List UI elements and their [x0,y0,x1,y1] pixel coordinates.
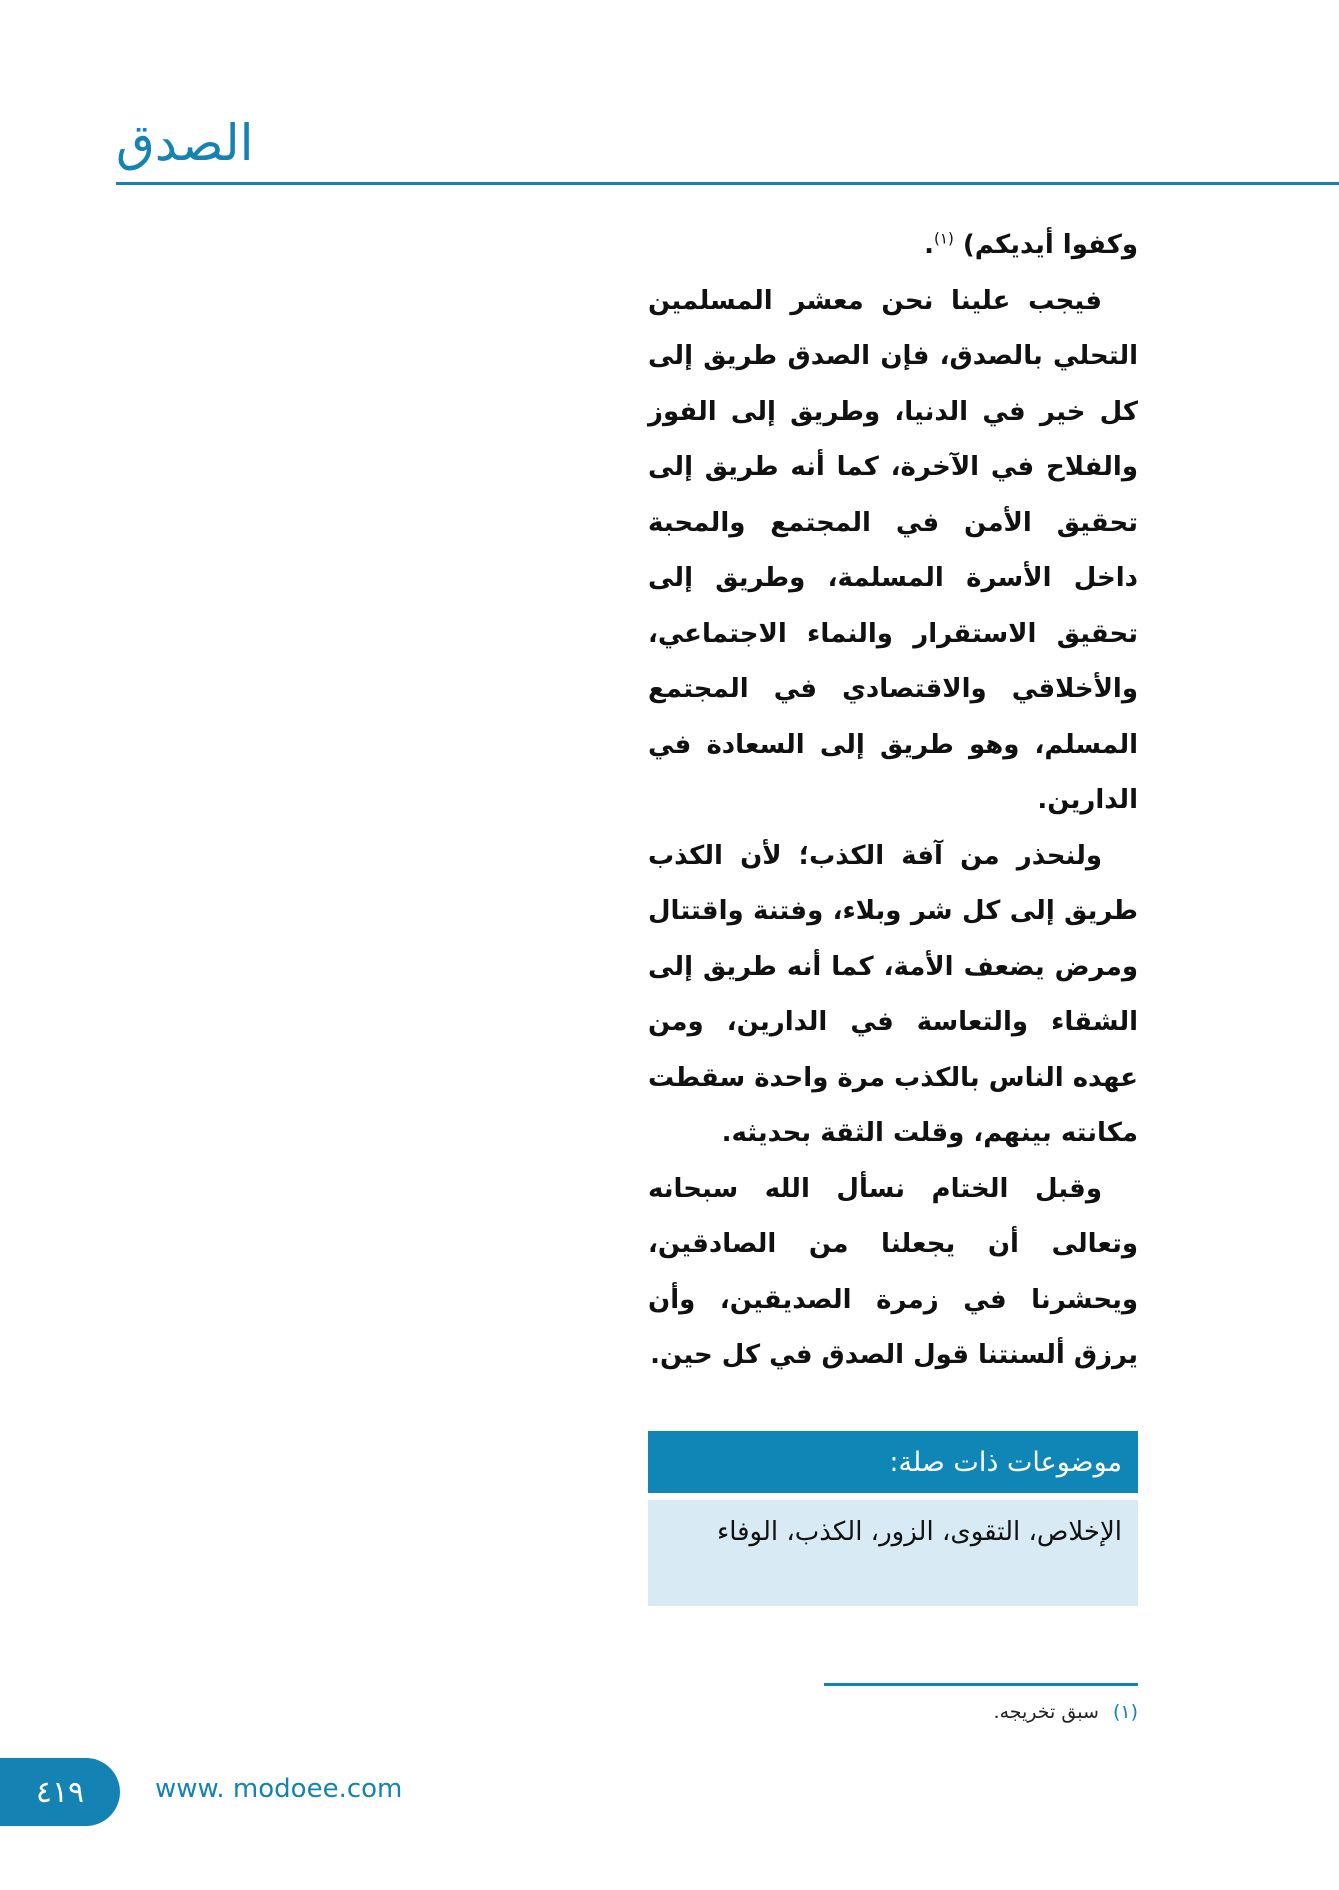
related-topics-heading [648,1431,1138,1493]
footnote-divider [824,1683,1138,1686]
page-number: ٤١٩ [35,1774,85,1810]
quote-ending [648,218,1138,274]
article-body [648,218,1138,1384]
footnote-reference[interactable]: (١) [934,229,954,248]
page-title: الصدق [116,114,254,172]
related-topics-text[interactable]: الإخلاص، التقوى، الزور، الكذب، الوفاء [716,1517,1122,1547]
related-topics-list[interactable] [648,1500,1138,1606]
paragraph-1: فيجب علينا نحن معشر المسلمين التحلي بالصدق، فإن الصدق طريق إلى كل خير في الدنيا، وطريق إلى الفوز والفلاح في الآخرة، كما أنه طريق إلى تحقيق الأمن في المجتمع والمحبة داخل الأسرة المسلمة، وطريق إلى تحقيق الاستقرار والنماء الاجتماعي، والأخلاقي والاقتصادي في المجتمع المسلم، وهو طريق إلى السعادة في الدارين. [648,285,1138,815]
related-topics-heading-text: موضوعات ذات صلة: [889,1446,1122,1478]
footnote [824,1701,1138,1723]
paragraph-2: ولنحذر من آفة الكذب؛ لأن الكذب طريق إلى كل شر وبلاء، وفتنة واقتتال ومرض يضعف الأمة، كما أنه طريق إلى الشقاء والتعاسة في الدارين، ومن عهده الناس بالكذب مرة واحدة سقطت مكانته بينهم، وقلت الثقة بحديثه. [648,840,1138,1148]
footnote-number: (١) [1112,1701,1138,1723]
footnote-text: سبق تخريجه. [993,1701,1099,1723]
quote-end-text: وكفوا أيديكم) [962,230,1138,260]
page-number-tab [0,1758,120,1826]
website-link[interactable]: www. modoee.com [155,1774,403,1804]
quote-end-dot: . [924,230,935,260]
paragraph-3: وقبل الختام نسأل الله سبحانه وتعالى أن يجعلنا من الصادقين، ويحشرنا في زمرة الصديقين، وأن يرزق ألسنتنا قول الصدق في كل حين. [648,1173,1138,1370]
header-divider [116,182,1339,185]
